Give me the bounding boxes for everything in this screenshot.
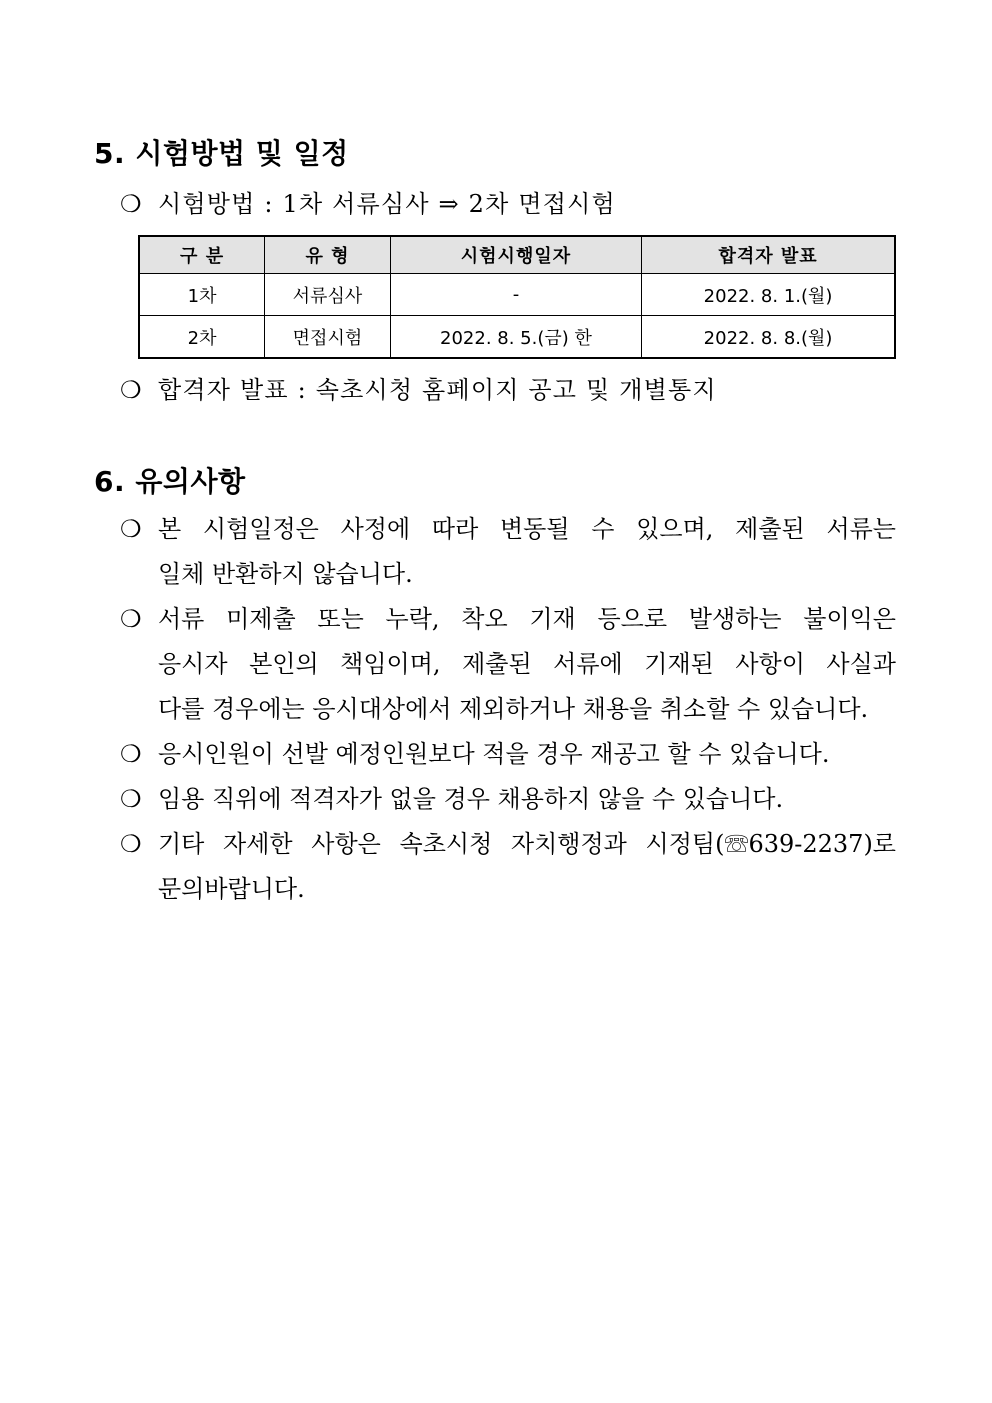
table-cell: 2차: [139, 316, 265, 359]
table-header-row: [139, 236, 895, 274]
schedule-table: [138, 235, 896, 359]
bullet-icon: ❍: [120, 376, 142, 404]
list-item: [120, 828, 896, 873]
list-item: [120, 738, 896, 783]
announcement-line: [120, 374, 717, 406]
list-item-continuation: [120, 558, 896, 603]
table-row: [139, 316, 895, 359]
list-item-continuation: [120, 693, 896, 738]
bullet-icon: ❍: [120, 605, 142, 633]
bullet-icon: ❍: [120, 785, 142, 813]
header-cell-announcement: 합격자 발표: [642, 236, 895, 274]
list-item: [120, 513, 896, 558]
note-text: 기타 자세한 사항은 속초시청 자치행정과 시정팀(☏639-2237)로: [158, 830, 896, 858]
header-cell-division: 구 분: [139, 236, 265, 274]
list-item: [120, 783, 896, 828]
list-item-continuation: [120, 648, 896, 693]
bullet-icon: ❍: [120, 190, 142, 218]
announcement-text: 합격자 발표 : 속초시청 홈페이지 공고 및 개별통지: [158, 376, 717, 404]
note-text: 서류 미제출 또는 누락, 착오 기재 등으로 발생하는 불이익은: [158, 605, 896, 633]
bullet-icon: ❍: [120, 830, 142, 858]
note-text: 다를 경우에는 응시대상에서 제외하거나 채용을 취소할 수 있습니다.: [158, 695, 869, 723]
table-cell: 2022. 8. 8.(월): [642, 316, 895, 359]
bullet-icon: ❍: [120, 740, 142, 768]
header-cell-exam-date: 시험시행일자: [390, 236, 641, 274]
table-cell: 2022. 8. 1.(월): [642, 274, 895, 316]
header-cell-type: 유 형: [265, 236, 391, 274]
table-cell: 1차: [139, 274, 265, 316]
note-text: 응시인원이 선발 예정인원보다 적을 경우 재공고 할 수 있습니다.: [158, 740, 830, 768]
method-text: 시험방법 : 1차 서류심사 ⇒ 2차 면접시험: [158, 190, 616, 218]
note-text: 일체 반환하지 않습니다.: [158, 560, 413, 588]
note-text: 응시자 본인의 책임이며, 제출된 서류에 기재된 사항이 사실과: [158, 650, 896, 678]
section-5-title: 5. 시험방법 및 일정: [94, 137, 349, 170]
table-cell: 서류심사: [265, 274, 391, 316]
table-cell: -: [390, 274, 641, 316]
note-text: 임용 직위에 적격자가 없을 경우 채용하지 않을 수 있습니다.: [158, 785, 784, 813]
table-cell: 2022. 8. 5.(금) 한: [390, 316, 641, 359]
bullet-icon: ❍: [120, 515, 142, 543]
note-text: 문의바랍니다.: [158, 875, 305, 903]
method-line: [120, 188, 616, 220]
list-item-continuation: [120, 873, 896, 918]
note-text: 본 시험일정은 사정에 따라 변동될 수 있으며, 제출된 서류는: [158, 515, 896, 543]
section-6-title: 6. 유의사항: [94, 465, 246, 498]
table-row: [139, 274, 895, 316]
table-cell: 면접시험: [265, 316, 391, 359]
notes-list: [120, 513, 896, 918]
list-item: [120, 603, 896, 648]
